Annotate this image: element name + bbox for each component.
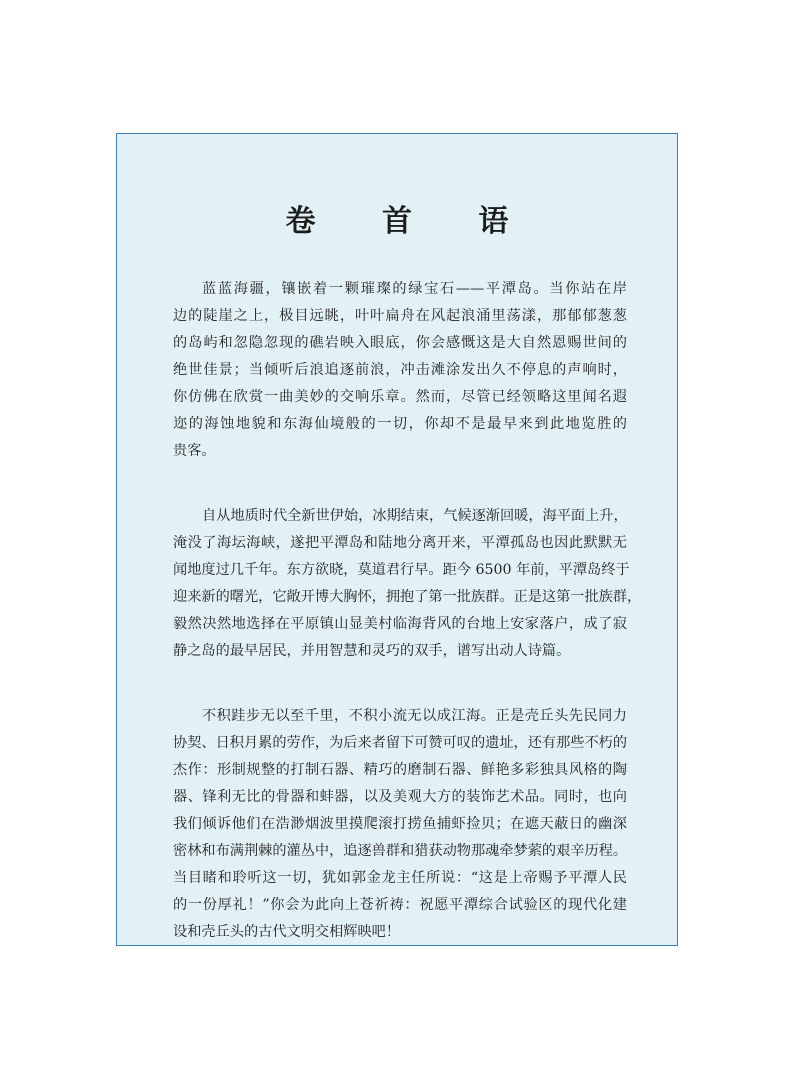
text-line: 迎来新的曙光，它敞开博大胸怀，拥抱了第一批族群。正是这第一批族群， [173,589,642,605]
text-line: 蓝蓝海疆，镶嵌着一颗璀璨的绿宝石——平潭岛。当你站在岸 [202,281,627,297]
text-line: 当目睹和聆听这一切，犹如郭金龙主任所说：“这是上帝赐予平潭人民 [173,870,627,886]
text-line: 我们倾诉他们在浩渺烟波里摸爬滚打捞鱼捕虾捡贝；在遮天蔽日的幽深 [173,816,627,832]
preface-body [173,276,642,984]
page-title: 卷 首 语 [285,204,537,239]
text-line: 毅然决然地选择在平原镇山显美村临海背风的台地上安家落户，成了寂 [173,616,627,632]
text-line: 杰作：形制规整的打制石器、精巧的磨制石器、鲜艳多彩独具风格的陶 [173,762,627,778]
preface-panel [116,133,678,946]
text-line: 的一份厚礼！”你会为此向上苍祈祷：祝愿平潭综合试验区的现代化建 [173,897,627,913]
text-line: 贵客。 [173,443,216,459]
text-line: 闻地度过几千年。东方欲晓，莫道君行早。距今 6500 年前，平潭岛终于 [173,562,630,578]
text-line: 协契、日积月累的劳作，为后来者留下可赞可叹的遗址，还有那些不朽的 [173,735,628,751]
text-line: 淹没了海坛海峡，遂把平潭岛和陆地分离开来，平潭孤岛也因此默默无 [173,535,627,551]
text-line: 的岛屿和忽隐忽现的礁岩映入眼底，你会感慨这是大自然恩赐世间的 [173,335,627,351]
text-line: 静之岛的最早居民，并用智慧和灵巧的双手，谱写出动人诗篇。 [173,643,571,659]
text-line: 自从地质时代全新世伊始，冰期结束，气候逐渐回暖，海平面上升， [202,508,628,524]
text-line: 绝世佳景；当倾听后浪追逐前浪，冲击滩涂发出久不停息的声响时， [173,362,627,378]
text-line: 器、锋利无比的骨器和蚌器，以及美观大方的装饰艺术品。同时，也向 [173,789,627,805]
text-line: 密林和布满荆棘的灌丛中，追逐兽群和猎获动物那魂牵梦萦的艰辛历程。 [173,843,628,859]
text-line: 你仿佛在欣赏一曲美妙的交响乐章。然而，尽管已经领略这里闻名遐 [173,389,627,405]
text-line: 迩的海蚀地貌和东海仙境般的一切，你却不是最早来到此地览胜的 [173,416,627,432]
paragraph [173,703,627,946]
text-line: 设和壳丘头的古代文明交相辉映吧！ [173,924,401,940]
text-line: 边的陡崖之上，极目远眺，叶叶扁舟在风起浪涌里荡漾，那郁郁葱葱 [173,308,627,324]
paragraph [173,503,642,665]
text-line: 不积跬步无以至千里，不积小流无以成江海。正是壳丘头先民同力 [202,708,627,724]
paragraph [173,276,627,465]
